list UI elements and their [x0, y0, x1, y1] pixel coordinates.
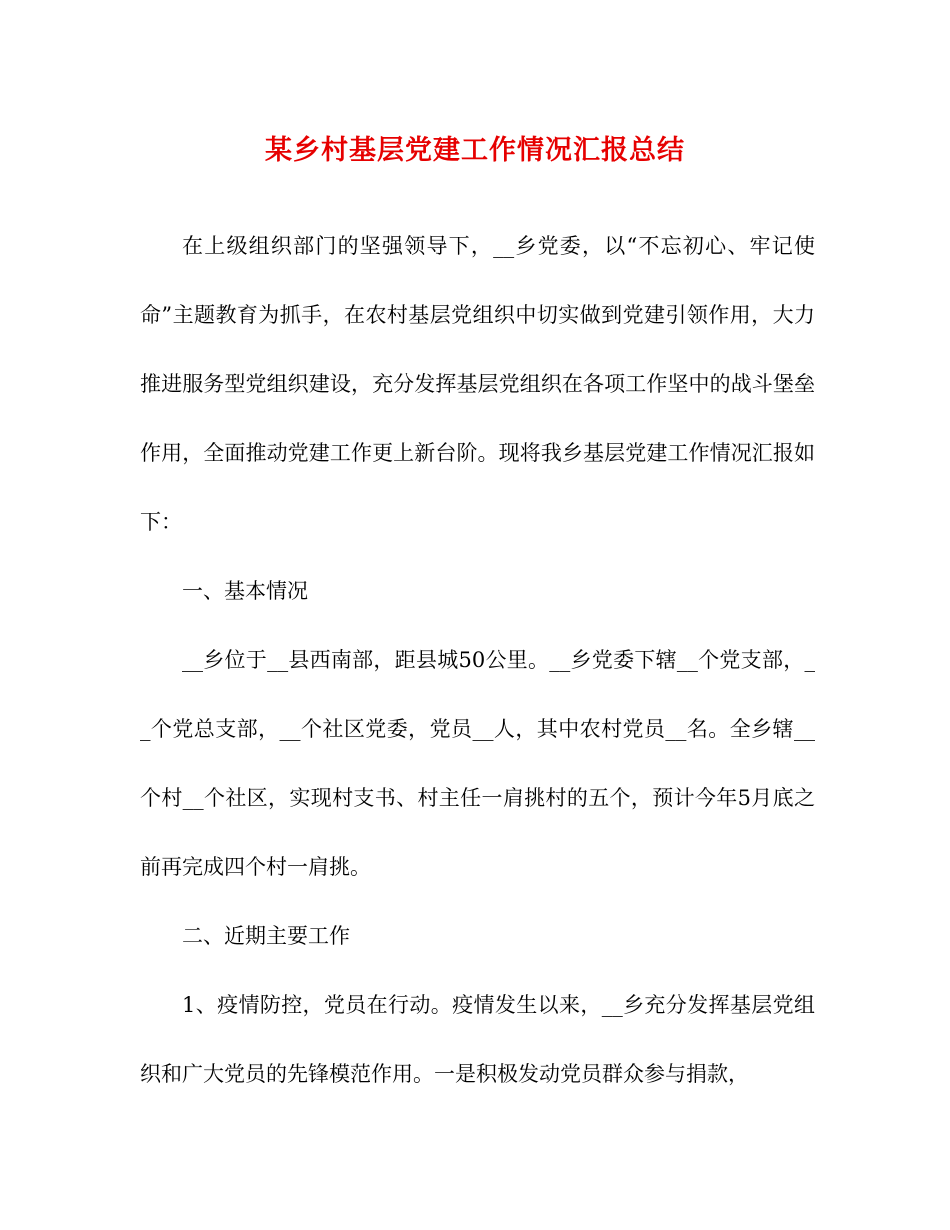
section-heading-basic-situation: 一、基本情况 [182, 579, 308, 603]
paragraph-intro: 在上级组织部门的坚强领导下，__乡党委，以“不忘初心、牢记使命”主题教育为抓手，在农村基层党组织中切实做到党建引领作用，大力推进服务型党组织建设，充分发挥基层党组织在各项工作坚中的战斗堡垒作用，全面推动党建工作更上新台阶。现将我乡基层党建工作情况汇报如下： [140, 234, 815, 534]
document-title: 某乡村基层党建工作情况汇报总结 [265, 135, 685, 166]
paragraph-epidemic-control: 1、疫情防控，党员在行动。疫情发生以来，__乡充分发挥基层党组织和广大党员的先锋模范作用。一是积极发动党员群众参与捐款， [140, 993, 815, 1086]
section-heading-recent-work: 二、近期主要工作 [182, 924, 350, 948]
paragraph-basic-situation: __乡位于__县西南部，距县城50公里。__乡党委下辖__个党支部，__个党总支部，__个社区党委，党员__人，其中农村党员__名。全乡辖__个村__个社区，实现村支书、村主任一肩挑村的五个，预计今年5月底之前再完成四个村一肩挑。 [140, 648, 815, 879]
document-body [140, 212, 815, 1109]
